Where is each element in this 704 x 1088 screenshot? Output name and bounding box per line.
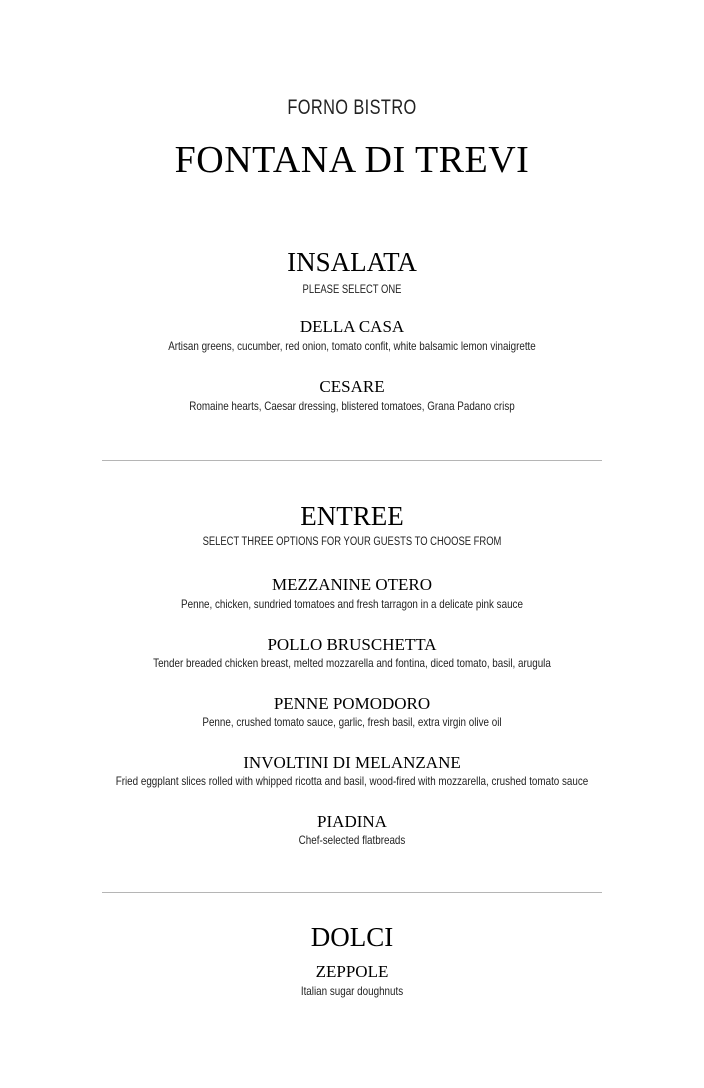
menu-item-description: Chef-selected flatbreads [298, 833, 406, 847]
menu-item-name: CESARE [319, 377, 385, 396]
menu-item-name: DELLA CASA [299, 317, 405, 336]
menu-item-description: Penne, chicken, sundried tomatoes and fresh tarragon in a delicate pink sauce [181, 597, 523, 611]
menu-item-description: Italian sugar doughnuts [300, 984, 404, 998]
section-divider [102, 460, 602, 461]
section-note-entree: SELECT THREE OPTIONS FOR YOUR GUESTS TO CHOOSE FROM [202, 536, 502, 548]
menu-item-description: Artisan greens, cucumber, red onion, tomato confit, white balsamic lemon vinaigrette [168, 339, 536, 353]
section-heading-entree: ENTREE [300, 501, 404, 531]
menu-item-name: PENNE POMODORO [273, 694, 431, 713]
menu-item-description: Romaine hearts, Caesar dressing, blistered tomatoes, Grana Padano crisp [189, 399, 515, 413]
menu-title: FONTANA DI TREVI [174, 139, 530, 181]
menu-item-name: POLLO BRUSCHETTA [267, 635, 437, 654]
menu-item-description: Fried eggplant slices rolled with whipped ricotta and basil, wood-fired with mozzarella, crushed tomato sauce [115, 774, 589, 788]
menu-item-description: Penne, crushed tomato sauce, garlic, fresh basil, extra virgin olive oil [202, 715, 502, 729]
section-heading-insalata: INSALATA [287, 247, 417, 277]
menu-item-name: INVOLTINI DI MELANZANE [243, 753, 461, 772]
menu-item-name: PIADINA [317, 812, 387, 831]
menu-item-name: MEZZANINE OTERO [271, 575, 433, 594]
menu-item-description: Tender breaded chicken breast, melted mozzarella and fontina, diced tomato, basil, arugula [153, 656, 551, 670]
section-note-insalata: PLEASE SELECT ONE [302, 284, 402, 296]
section-divider [102, 892, 602, 893]
brand-name: FORNO BISTRO [287, 96, 417, 119]
section-heading-dolci: DOLCI [310, 922, 394, 952]
menu-item-name: ZEPPOLE [315, 962, 389, 981]
